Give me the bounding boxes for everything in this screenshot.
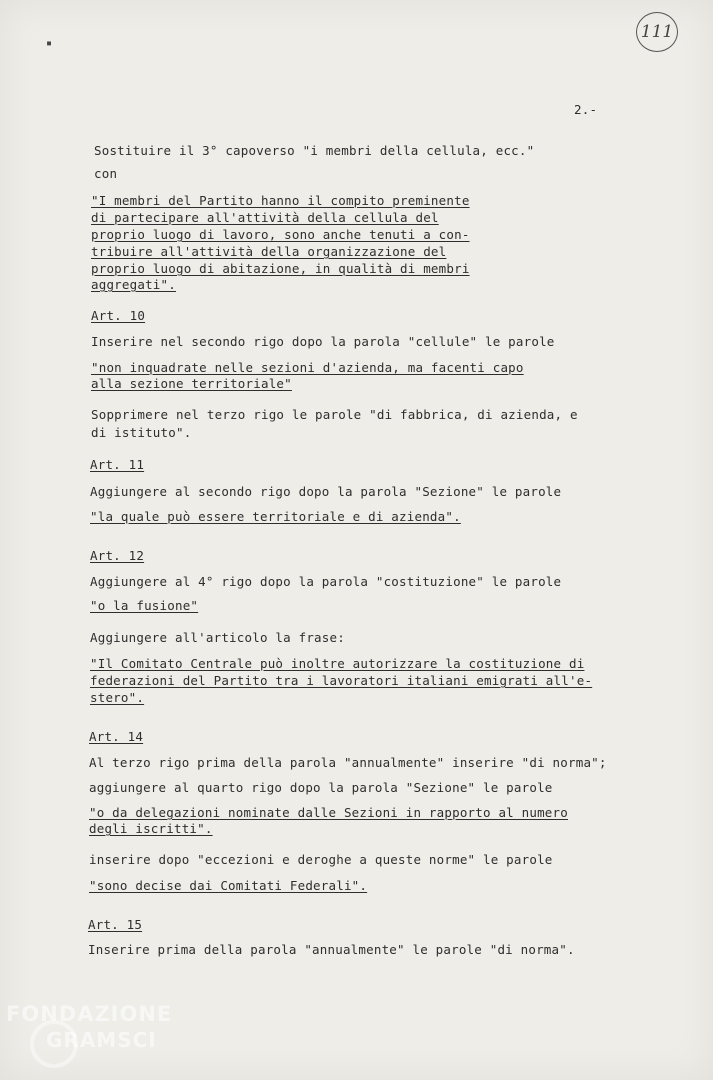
quote1-line: di partecipare all'attività della cellula del: [91, 210, 439, 225]
art12-instruction: Aggiungere all'articolo la frase:: [90, 630, 345, 645]
art14-quote2: "sono decise dai Comitati Federali".: [89, 878, 368, 893]
intro-line: Sostituire il 3° capoverso "i membri della cellula, ecc.": [94, 143, 535, 158]
quote1-line: "I membri del Partito hanno il compito preminente: [91, 193, 470, 208]
article-heading: Art. 11: [90, 457, 145, 472]
art14-instruction: aggiungere al quarto rigo dopo la parola "Sezione" le parole: [89, 780, 553, 795]
art10-quote: alla sezione territoriale": [91, 376, 292, 391]
art11-instruction: Aggiungere al secondo rigo dopo la parola "Sezione" le parole: [90, 484, 562, 499]
intro-con: con: [94, 166, 118, 181]
watermark-line1: FONDAZIONE: [6, 1002, 173, 1026]
art10-quote: "non inquadrate nelle sezioni d'azienda, ma facenti capo: [91, 360, 524, 375]
ink-speck: ▪: [46, 38, 53, 49]
art14-instruction: inserire dopo "eccezioni e deroghe a queste norme" le parole: [89, 852, 553, 867]
art14-instruction: Al terzo rigo prima della parola "annualmente" inserire "di norma";: [89, 755, 607, 770]
art10-instruction: di istituto".: [91, 425, 192, 440]
archive-watermark: [6, 1000, 196, 1070]
art14-quote: degli iscritti".: [89, 821, 213, 836]
archive-stamp: 111: [636, 12, 678, 52]
article-heading: Art. 14: [89, 729, 144, 744]
article-heading: Art. 10: [91, 308, 146, 323]
art12-quote: "o la fusione": [90, 598, 199, 613]
art10-instruction: Inserire nel secondo rigo dopo la parola "cellule" le parole: [91, 334, 555, 349]
art12-quote2: federazioni del Partito tra i lavoratori italiani emigrati all'e-: [90, 673, 593, 688]
art11-quote: "la quale può essere territoriale e di azienda".: [90, 509, 461, 524]
quote1-line: tribuire all'attività della organizzazione del: [91, 244, 447, 259]
watermark-line2: GRAMSCI: [46, 1028, 157, 1052]
quote1-line: proprio luogo di abitazione, in qualità di membri: [91, 261, 470, 276]
art12-quote2: "Il Comitato Centrale può inoltre autorizzare la costituzione di: [90, 656, 585, 671]
quote1-line: proprio luogo di lavoro, sono anche tenuti a con-: [91, 227, 470, 242]
art15-instruction: Inserire prima della parola "annualmente" le parole "di norma".: [88, 942, 575, 957]
page-number: 2.-: [574, 102, 598, 117]
article-heading: Art. 12: [90, 548, 145, 563]
art10-instruction: Sopprimere nel terzo rigo le parole "di fabbrica, di azienda, e: [91, 407, 578, 422]
article-heading: Art. 15: [88, 917, 143, 932]
quote1-line: aggregati".: [91, 277, 176, 292]
art12-quote2: stero".: [90, 690, 145, 705]
art12-instruction: Aggiungere al 4° rigo dopo la parola "costituzione" le parole: [90, 574, 562, 589]
art14-quote: "o da delegazioni nominate dalle Sezioni in rapporto al numero: [89, 805, 568, 820]
